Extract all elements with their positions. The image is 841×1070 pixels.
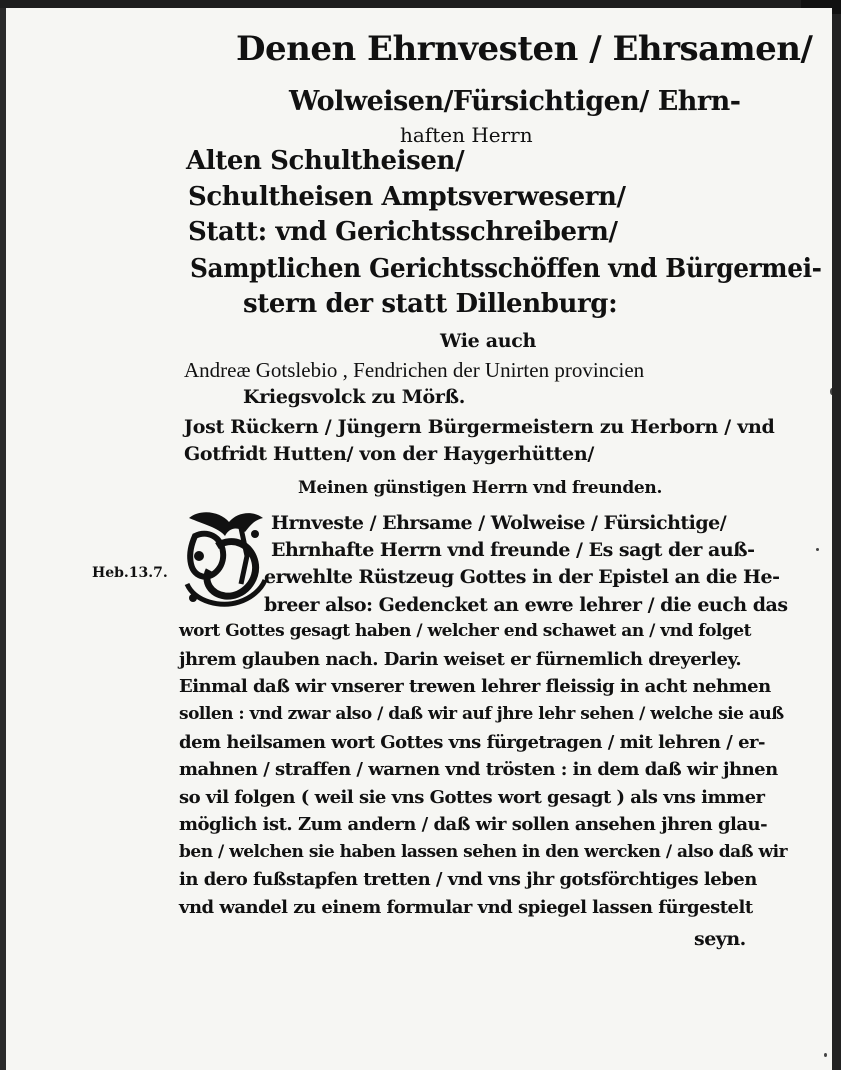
body-line-15: vnd wandel zu einem formular vnd spiegel lassen fürgestelt [179,897,753,918]
body-line-1: Hrnveste / Ehrsame / Wolweise / Fürsichtige/ [271,512,727,534]
body-line-6: jhrem glauben nach. Darin weiset er fürnemlich dreyerley. [179,649,742,670]
title-line-1: Denen Ehrnvesten / Ehrsamen/ [236,29,813,69]
body-line-7: Einmal daß wir vnserer trewen lehrer fleissig in acht nehmen [179,676,771,697]
body-line-10: mahnen / straffen / warnen vnd trösten : in dem daß wir jhnen [179,759,778,780]
addressee-line-4: Samptlichen Gerichtsschöffen vnd Bürgermei- [190,254,822,284]
body-line-11: so vil folgen ( weil sie vns Gottes wort gesagt ) als vns immer [179,787,765,808]
body-line-12: möglich ist. Zum andern / daß wir sollen ansehen jhren glau- [179,814,768,835]
addressee-line-1: Alten Schultheisen/ [186,146,465,176]
body-line-8: sollen : vnd zwar also / daß wir auf jhre lehr sehen / welche sie auß [179,704,784,724]
title-line-3: haften Herrn [400,123,533,147]
scan-speck [824,1053,827,1057]
wie-auch: Wie auch [440,330,537,352]
body-line-2: Ehrnhafte Herrn vnd freunde / Es sagt der auß- [271,539,755,561]
addressee-line-3: Statt: vnd Gerichtsschreibern/ [188,217,618,247]
scan-top-edge [0,0,841,8]
dedication-line: Meinen günstigen Herrn vnd freunden. [298,478,663,498]
printed-page [6,8,832,1070]
body-line-9: dem heilsamen wort Gottes vns fürgetragen / mit lehren / er- [179,732,766,753]
scan-right-edge [832,0,841,1070]
body-line-4: breer also: Gedencket an ewre lehrer / die euch das [264,594,788,616]
andreae-line-2: Kriegsvolck zu Mörß. [243,386,466,408]
scan-speck [830,388,832,395]
addressee-line-5: stern der statt Dillenburg: [243,289,618,319]
scan-speck [816,548,819,551]
body-line-3: erwehlte Rüstzeug Gottes in der Epistel an die He- [264,566,780,588]
body-line-14: in dero fußstapfen tretten / vnd vns jhr gotsförchtiges leben [179,869,757,890]
decorated-initial [181,506,269,610]
body-last-word: seyn. [694,928,746,950]
andreae-line-1: Andreæ Gotslebio , Fendrichen der Unirten provincien [184,358,645,382]
title-line-2: Wolweisen/Fürsichtigen/ Ehrn- [289,86,741,117]
jost-line-2: Gotfridt Hutten/ von der Haygerhütten/ [184,443,594,465]
body-line-5: wort Gottes gesagt haben / welcher end schawet an / vnd folget [179,621,751,641]
addressee-line-2: Schultheisen Amptsverwesern/ [188,182,626,212]
jost-line-1: Jost Rückern / Jüngern Bürgermeistern zu Herborn / vnd [184,416,775,438]
margin-note: Heb.13.7. [92,565,168,581]
body-line-13: ben / welchen sie haben lassen sehen in den wercken / also daß wir [179,842,788,862]
